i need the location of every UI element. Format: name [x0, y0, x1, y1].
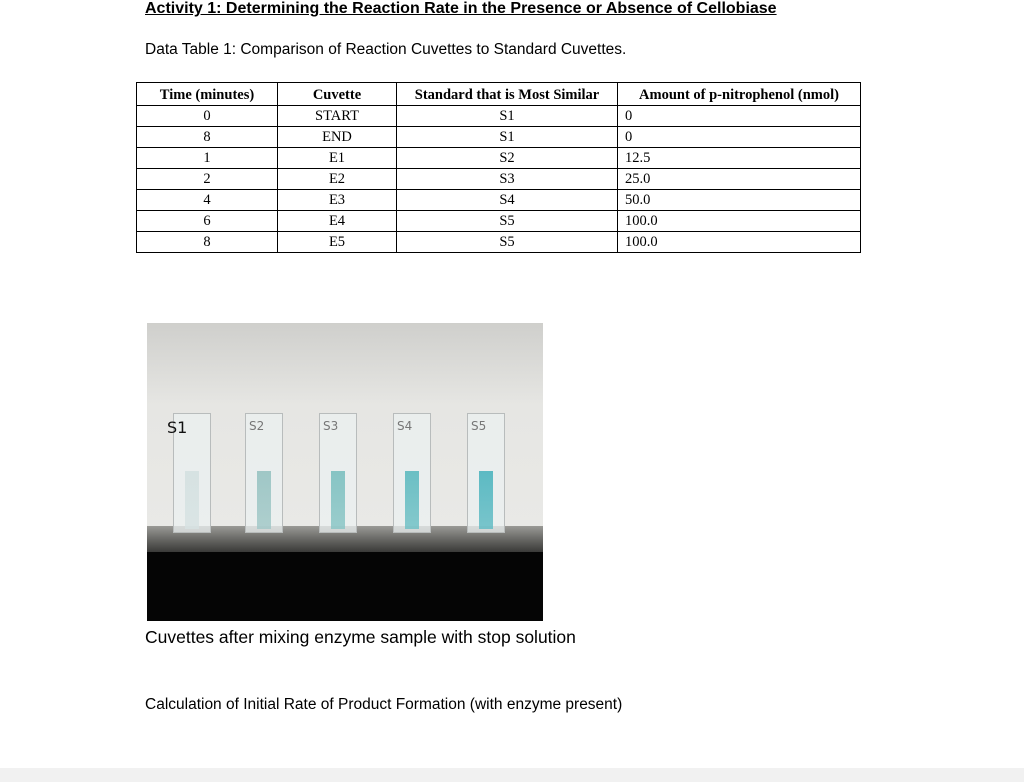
cell-time: 6 — [137, 211, 278, 232]
cell-standard: S5 — [397, 211, 618, 232]
header-amount: Amount of p-nitrophenol (nmol) — [618, 83, 861, 106]
cell-standard: S3 — [397, 169, 618, 190]
header-cuvette: Cuvette — [278, 83, 397, 106]
table-row — [137, 148, 861, 169]
photo-caption: Cuvettes after mixing enzyme sample with stop solution — [145, 627, 576, 647]
activity-heading: Activity 1: Determining the Reaction Rate in the Presence or Absence of Cellobiase — [145, 0, 777, 17]
cell-standard: S2 — [397, 148, 618, 169]
cuvette-s2 — [245, 413, 283, 533]
cuvette-label: S3 — [323, 419, 339, 433]
cell-time: 8 — [137, 232, 278, 253]
table-caption: Data Table 1: Comparison of Reaction Cuvettes to Standard Cuvettes. — [145, 41, 627, 58]
cell-amount: 100.0 — [618, 211, 861, 232]
cell-time: 0 — [137, 106, 278, 127]
cell-amount: 25.0 — [618, 169, 861, 190]
table-row — [137, 169, 861, 190]
cell-time: 8 — [137, 127, 278, 148]
cuvette-liquid — [405, 471, 419, 529]
cell-amount: 12.5 — [618, 148, 861, 169]
cell-amount: 50.0 — [618, 190, 861, 211]
table-row — [137, 232, 861, 253]
cuvette-s1 — [167, 413, 211, 533]
cell-cuvette: END — [278, 127, 397, 148]
cuvettes-photo — [147, 323, 543, 621]
data-table — [136, 82, 861, 253]
cell-cuvette: E4 — [278, 211, 397, 232]
cuvette-label: S5 — [471, 419, 487, 433]
header-time: Time (minutes) — [137, 83, 278, 106]
calculation-label: Calculation of Initial Rate of Product Formation (with enzyme present) — [145, 696, 623, 713]
cell-amount: 0 — [618, 127, 861, 148]
cell-amount: 100.0 — [618, 232, 861, 253]
cell-cuvette: E2 — [278, 169, 397, 190]
header-standard: Standard that is Most Similar — [397, 83, 618, 106]
cuvette-label: S2 — [249, 419, 265, 433]
cuvette-liquid — [479, 471, 493, 529]
header-row — [137, 83, 861, 106]
page-bottom-edge — [0, 768, 1024, 782]
cell-cuvette: E5 — [278, 232, 397, 253]
cuvette-s4 — [393, 413, 431, 533]
cell-cuvette: START — [278, 106, 397, 127]
cell-cuvette: E3 — [278, 190, 397, 211]
cuvette-s3 — [319, 413, 357, 533]
cuvette-liquid — [185, 471, 199, 529]
cell-standard: S4 — [397, 190, 618, 211]
cuvette-liquid — [331, 471, 345, 529]
photo-dark-base — [147, 552, 543, 621]
cell-time: 2 — [137, 169, 278, 190]
cell-standard: S5 — [397, 232, 618, 253]
cell-standard: S1 — [397, 127, 618, 148]
cuvette-s5 — [467, 413, 505, 533]
cell-standard: S1 — [397, 106, 618, 127]
cuvette-label: S1 — [167, 418, 188, 437]
cuvette-liquid — [257, 471, 271, 529]
table-row — [137, 211, 861, 232]
cell-cuvette: E1 — [278, 148, 397, 169]
table-row — [137, 106, 861, 127]
table-row — [137, 190, 861, 211]
cuvette-label: S4 — [397, 419, 413, 433]
cell-time: 4 — [137, 190, 278, 211]
cell-time: 1 — [137, 148, 278, 169]
table-row — [137, 127, 861, 148]
cell-amount: 0 — [618, 106, 861, 127]
